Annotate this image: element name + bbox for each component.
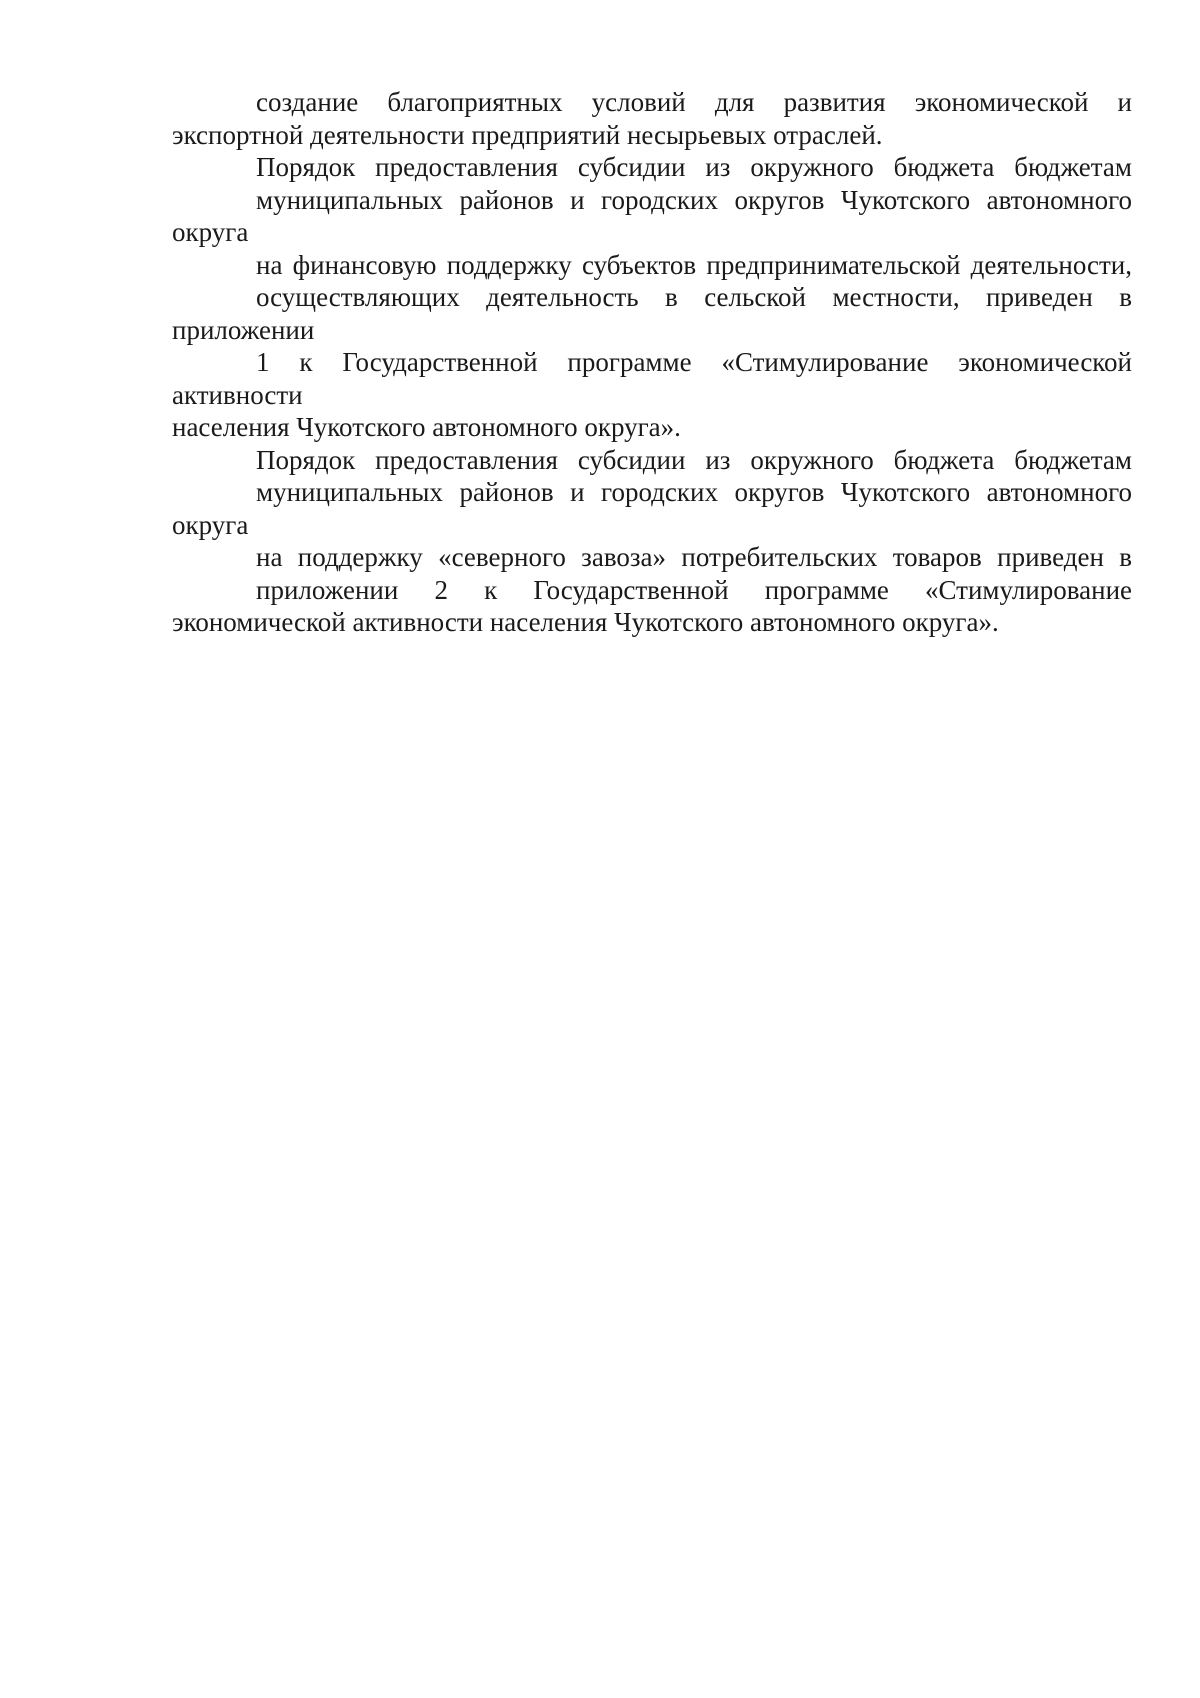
paragraph-line: приложении 2 к Государственной программе «Стимулирование [256,574,1132,605]
paragraph-line: Порядок предоставления субсидии из окружного бюджета бюджетам [256,152,1132,182]
paragraph-line: на финансовую поддержку субъектов предпринимательской деятельности, [256,249,1132,280]
paragraph-northern-delivery-subsidy [172,444,1132,639]
paragraph-rural-business-subsidy [172,151,1132,444]
paragraph-line: населения Чукотского автономного округа». [172,412,681,442]
paragraph-line: экспортной деятельности предприятий несырьевых отраслей. [172,119,883,150]
paragraph-export-conditions [172,86,1132,151]
paragraph-line: муниципальных районов и городских округов Чукотского автономного округа [172,184,1132,247]
paragraph-line: 1 к Государственной программе «Стимулирование экономической активности [172,347,1132,410]
paragraph-line: создание благоприятных условий для развития экономической и [256,87,1132,117]
paragraph-line: экономической активности населения Чукотского автономного округа». [172,607,999,637]
paragraph-line: на поддержку «северного завоза» потребительских товаров приведен в [256,542,1132,572]
paragraph-line: осуществляющих деятельность в сельской местности, приведен в приложении [172,282,1132,345]
paragraph-line: Порядок предоставления субсидии из окружного бюджета бюджетам [256,444,1132,475]
document-body [172,86,1132,639]
paragraph-line: муниципальных районов и городских округов Чукотского автономного округа [172,477,1132,540]
